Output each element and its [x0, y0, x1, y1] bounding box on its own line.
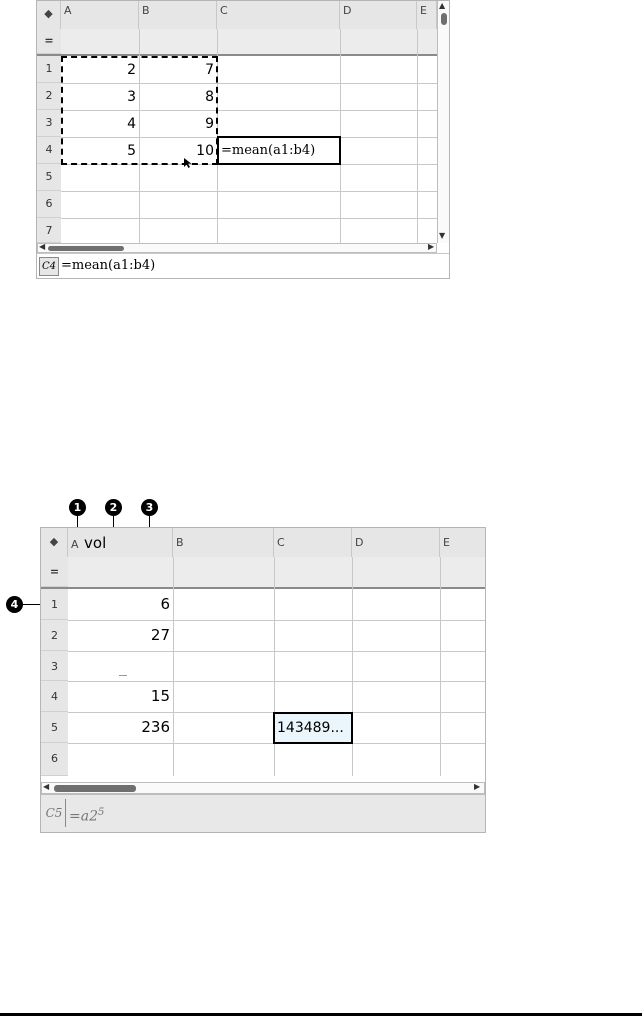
- grid-line: [417, 29, 418, 243]
- scroll-up-icon[interactable]: ▲: [439, 1, 446, 10]
- horizontal-scrollbar[interactable]: [37, 243, 437, 253]
- callout-1: 1: [69, 499, 86, 516]
- row-header-4[interactable]: 4: [41, 681, 68, 712]
- scroll-down-icon[interactable]: ▼: [439, 231, 446, 240]
- cell-a1[interactable]: 6: [160, 595, 170, 613]
- formula-row-header: =: [37, 29, 61, 54]
- column-header-c[interactable]: [274, 528, 352, 557]
- row-header-3[interactable]: 3: [37, 110, 61, 137]
- cell-a1[interactable]: 2: [127, 62, 136, 78]
- column-letter: A: [64, 4, 72, 17]
- corner-pin-icon[interactable]: ◆: [37, 1, 61, 29]
- grid-line: [68, 651, 485, 652]
- cell-c5-selected[interactable]: [273, 712, 353, 744]
- grid-line: [61, 218, 437, 219]
- selection-range: [61, 56, 218, 165]
- row-header-1[interactable]: 1: [41, 589, 68, 620]
- cell-a2[interactable]: 3: [127, 89, 136, 105]
- cell-b1[interactable]: 7: [205, 62, 214, 78]
- column-letter: E: [420, 4, 427, 17]
- formula-row-header: =: [41, 557, 68, 587]
- cell-c4-formula: =mean(a1:b4): [221, 143, 316, 158]
- horizontal-scroll-thumb[interactable]: [48, 246, 124, 251]
- cell-a4[interactable]: 15: [150, 687, 170, 705]
- cell-c5-value: 143489...: [277, 720, 344, 736]
- grid-line: [68, 681, 485, 682]
- formula-row[interactable]: [41, 557, 485, 587]
- column-letter: C: [220, 4, 228, 17]
- vertical-scroll-thumb[interactable]: [441, 13, 447, 25]
- row-header-6[interactable]: 6: [37, 191, 61, 218]
- column-header-d[interactable]: [340, 1, 417, 29]
- spreadsheet-1: [36, 0, 450, 279]
- callout-4: 4: [6, 596, 23, 613]
- column-letter: C: [277, 536, 285, 549]
- scroll-left-icon[interactable]: ◀: [39, 242, 46, 251]
- spreadsheet-2: [40, 527, 486, 833]
- column-header-e[interactable]: [440, 528, 485, 557]
- column-letter: A: [71, 538, 79, 551]
- entry-line[interactable]: [41, 794, 485, 833]
- corner-pin-icon[interactable]: ◆: [41, 528, 68, 557]
- row-header-2[interactable]: 2: [37, 83, 61, 110]
- row-header-6[interactable]: 6: [41, 743, 68, 776]
- row-header-3[interactable]: 3: [41, 651, 68, 681]
- entry-formula-base: =a2: [69, 808, 98, 825]
- row-header-5[interactable]: 5: [37, 164, 61, 191]
- cell-b4[interactable]: 10: [196, 143, 214, 159]
- cell-c4-selected[interactable]: [217, 136, 341, 165]
- horizontal-scroll-thumb[interactable]: [54, 785, 136, 792]
- column-letter: D: [355, 536, 364, 549]
- column-letter: B: [142, 4, 150, 17]
- cell-a3[interactable]: [68, 657, 173, 681]
- row-header-5[interactable]: 5: [41, 712, 68, 743]
- column-header-b[interactable]: [173, 528, 274, 557]
- grid-line: [61, 191, 437, 192]
- cell-a3-placeholder: [119, 675, 127, 676]
- entry-line[interactable]: [37, 253, 449, 279]
- mouse-pointer-icon: [183, 157, 193, 169]
- row-header-2[interactable]: 2: [41, 620, 68, 651]
- column-name[interactable]: vol: [84, 534, 107, 552]
- page-bottom-rule: [0, 1013, 642, 1016]
- cell-a3[interactable]: 4: [127, 116, 136, 132]
- column-header-a[interactable]: [61, 1, 139, 29]
- column-letter: B: [176, 536, 184, 549]
- callout-3: 3: [141, 499, 158, 516]
- column-letter: E: [443, 536, 450, 549]
- column-letter: D: [343, 4, 352, 17]
- entry-formula: [69, 807, 104, 825]
- row-header-7[interactable]: 7: [37, 218, 61, 243]
- entry-cell-ref: C5: [43, 799, 66, 827]
- column-header-d[interactable]: [352, 528, 440, 557]
- column-header-e[interactable]: [417, 1, 437, 29]
- cell-a2[interactable]: 27: [150, 626, 170, 644]
- cell-a5[interactable]: 236: [141, 718, 170, 736]
- entry-formula-exponent: 5: [97, 807, 105, 818]
- row-header-1[interactable]: 1: [37, 56, 61, 83]
- column-header-b[interactable]: [139, 1, 217, 29]
- grid-line: [68, 620, 485, 621]
- scroll-right-icon[interactable]: ▶: [428, 242, 435, 251]
- header-divider: [41, 587, 485, 589]
- vertical-scrollbar[interactable]: [437, 1, 449, 243]
- row-header-4[interactable]: 4: [37, 137, 61, 164]
- cell-b3[interactable]: 9: [205, 116, 214, 132]
- column-header-c[interactable]: [217, 1, 340, 29]
- formula-row[interactable]: [37, 29, 437, 54]
- cell-b2[interactable]: 8: [205, 89, 214, 105]
- cell-a4[interactable]: 5: [127, 143, 136, 159]
- column-header-a[interactable]: [68, 528, 173, 557]
- callout-2: 2: [105, 499, 122, 516]
- entry-cell-ref: C4: [39, 257, 59, 276]
- scroll-left-icon[interactable]: ◀: [43, 782, 50, 791]
- scroll-right-icon[interactable]: ▶: [474, 782, 481, 791]
- entry-formula: =mean(a1:b4): [61, 258, 156, 273]
- horizontal-scrollbar[interactable]: [41, 782, 485, 794]
